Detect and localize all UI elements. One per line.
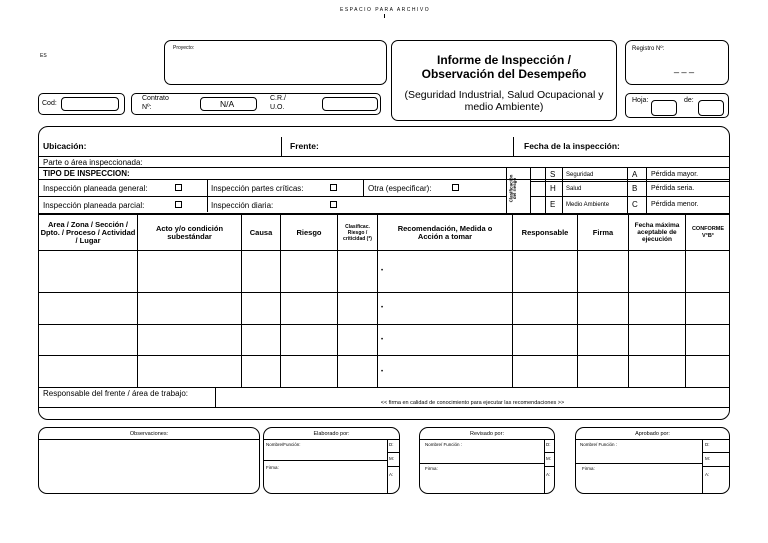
responsable-frente-label: Responsable del frente / área de trabajo:: [43, 389, 188, 398]
diaria-label: Inspección diaria:: [211, 201, 274, 210]
risk-label-h: Salud: [566, 186, 582, 192]
risk-code-e: E: [550, 200, 556, 209]
loss-label-c: Pérdida menor.: [651, 201, 699, 208]
divider: [513, 137, 514, 156]
col-header-conforme: CONFORME V°B°: [691, 225, 725, 239]
col-header-fecha: Fecha máxima aceptable de ejecución: [634, 222, 680, 243]
contrato-box: [131, 93, 381, 115]
col-header-responsable: Responsable: [521, 227, 569, 237]
planeada-general-label: Inspección planeada general:: [43, 184, 148, 193]
otra-checkbox[interactable]: [452, 184, 459, 191]
divider: [39, 196, 506, 197]
risk-label-e: Medio Ambiente: [566, 202, 610, 208]
divider: [420, 439, 554, 440]
archive-mark: [384, 14, 385, 18]
divider: [544, 452, 554, 453]
registro-value: _ _ _: [674, 63, 695, 73]
col-header-riesgo: Riesgo: [296, 227, 322, 237]
hoja-box: [625, 93, 729, 118]
col-header-clasificacion: Clasificac. Riesgo / criticidad (*): [343, 223, 372, 242]
m-label: M:: [546, 456, 551, 461]
row-bullet: •: [381, 305, 384, 311]
aprobado-label: Aprobado por:: [635, 431, 670, 437]
clasif-line1: Clasificación: [508, 174, 514, 203]
partes-criticas-label: Inspección partes críticas:: [211, 184, 304, 193]
divider: [264, 460, 388, 461]
fecha-label: Fecha de la inspección:: [524, 141, 620, 151]
observaciones-label: Observaciones:: [129, 431, 169, 437]
nombre-funcion-label: Nombre/Función:: [266, 442, 301, 447]
col-header-causa: Causa: [249, 227, 273, 237]
m-label: M:: [705, 456, 710, 461]
otra-label: Otra (especificar):: [368, 184, 432, 193]
clasif-line2: del riesgo: [512, 177, 518, 200]
cr-label-1: C.R./: [270, 95, 286, 102]
divider: [506, 167, 507, 213]
cod-label: Cod:: [42, 100, 57, 107]
d-label: D:: [389, 442, 394, 447]
firma-note: << firma en calidad de conocimiento para ejecutar las recomendaciones >>: [380, 400, 565, 406]
divider: [39, 439, 259, 440]
divider: [576, 439, 729, 440]
revisado-label: Revisado por:: [470, 431, 504, 437]
subtitle-line2: medio Ambiente): [464, 101, 544, 113]
divider: [264, 439, 399, 440]
divider: [702, 466, 729, 467]
loss-code-b: B: [632, 184, 638, 193]
diaria-checkbox[interactable]: [330, 201, 337, 208]
registro-label: Registro Nº:: [632, 46, 665, 52]
col-header-area: Area / Zona / Sección / Dpto. / Proceso / Actividad / Lugar: [40, 219, 136, 245]
divider: [702, 452, 729, 453]
table-row-divider: [39, 387, 730, 388]
cr-label-2: U.O.: [270, 104, 285, 111]
divider: [627, 167, 628, 213]
d-label: D:: [546, 442, 551, 447]
tipo-label: TIPO DE INSPECCION:: [43, 169, 130, 178]
frente-label: Frente:: [290, 141, 319, 151]
revisado-box: [419, 427, 555, 494]
divider: [387, 452, 399, 453]
elaborado-box: [263, 427, 400, 494]
firma-label: Firma:: [425, 466, 438, 471]
contrato-label-1: Contrato: [142, 95, 169, 102]
divider: [281, 137, 282, 156]
ubicacion-label: Ubicación:: [43, 141, 87, 151]
cod-box: [38, 93, 125, 115]
registro-box[interactable]: [625, 40, 729, 85]
divider: [420, 463, 544, 464]
firma-label: Firma:: [582, 466, 595, 471]
loss-label-a: Pérdida mayor.: [651, 171, 699, 178]
title-box: [391, 40, 617, 121]
observaciones-box[interactable]: [38, 427, 260, 494]
row-bullet: •: [381, 369, 384, 375]
subtitle-line1: (Seguridad Industrial, Salud Ocupacional y: [404, 89, 604, 101]
de-field[interactable]: [698, 100, 724, 116]
contrato-label-2: Nº:: [142, 104, 152, 111]
proyecto-label: Proyecto:: [173, 45, 195, 51]
divider: [530, 167, 531, 213]
loss-code-c: C: [632, 200, 638, 209]
partes-criticas-checkbox[interactable]: [330, 184, 337, 191]
col-header-acto: Acto y/o condición subestándar: [155, 223, 224, 241]
risk-code-h: H: [550, 184, 556, 193]
parte-label: Parte o área inspeccionada:: [43, 158, 143, 167]
divider: [545, 167, 546, 213]
row-bullet: •: [381, 268, 384, 274]
aprobado-box: [575, 427, 730, 494]
col-header-firma: Firma: [592, 227, 614, 237]
divider: [530, 196, 730, 197]
divider: [39, 156, 730, 157]
table-row-divider: [39, 292, 730, 293]
nombre-funcion-label: Nombre/ Función :: [580, 442, 618, 447]
cod-field[interactable]: [61, 97, 119, 111]
planeada-parcial-checkbox[interactable]: [175, 201, 182, 208]
planeada-general-checkbox[interactable]: [175, 184, 182, 191]
divider: [530, 181, 730, 182]
a-label: A:: [389, 472, 394, 477]
contrato-value: N/A: [220, 99, 235, 109]
hoja-field[interactable]: [651, 100, 677, 116]
a-label: A:: [546, 472, 551, 477]
divider: [387, 466, 399, 467]
title-line2: Observación del Desempeño: [421, 67, 587, 81]
proyecto-box[interactable]: [164, 40, 387, 85]
col-header-recomendacion: Recomendación, Medida o Acción a tomar: [397, 223, 493, 241]
loss-label-b: Pérdida seria.: [651, 185, 695, 192]
hoja-label: Hoja:: [632, 97, 649, 104]
table-header-bottom: [39, 250, 730, 251]
title-line1: Informe de Inspección /: [436, 53, 572, 67]
divider: [363, 180, 364, 196]
contrato-field[interactable]: [200, 97, 257, 111]
planeada-parcial-label: Inspección planeada parcial:: [43, 201, 145, 210]
divider: [562, 167, 563, 213]
divider: [646, 167, 647, 213]
divider: [544, 466, 554, 467]
risk-label-s: Seguridad: [566, 172, 594, 178]
m-label: M:: [389, 456, 394, 461]
left-code: ES: [40, 53, 47, 59]
de-label: de:: [684, 97, 694, 104]
risk-code-s: S: [550, 170, 556, 179]
loss-code-a: A: [632, 170, 638, 179]
firma-label: Firma:: [266, 465, 279, 470]
d-label: D:: [705, 442, 710, 447]
row-bullet: •: [381, 337, 384, 343]
archive-space-label: ESPACIO PARA ARCHIVO: [340, 7, 431, 13]
cr-field[interactable]: [322, 97, 378, 111]
table-row-divider: [39, 324, 730, 325]
divider: [39, 407, 730, 408]
elaborado-label: Elaborado por:: [313, 431, 350, 437]
a-label: A:: [705, 472, 710, 477]
table-row-divider: [39, 355, 730, 356]
nombre-funcion-label: Nombre/ Función :: [425, 442, 463, 447]
divider: [576, 463, 702, 464]
